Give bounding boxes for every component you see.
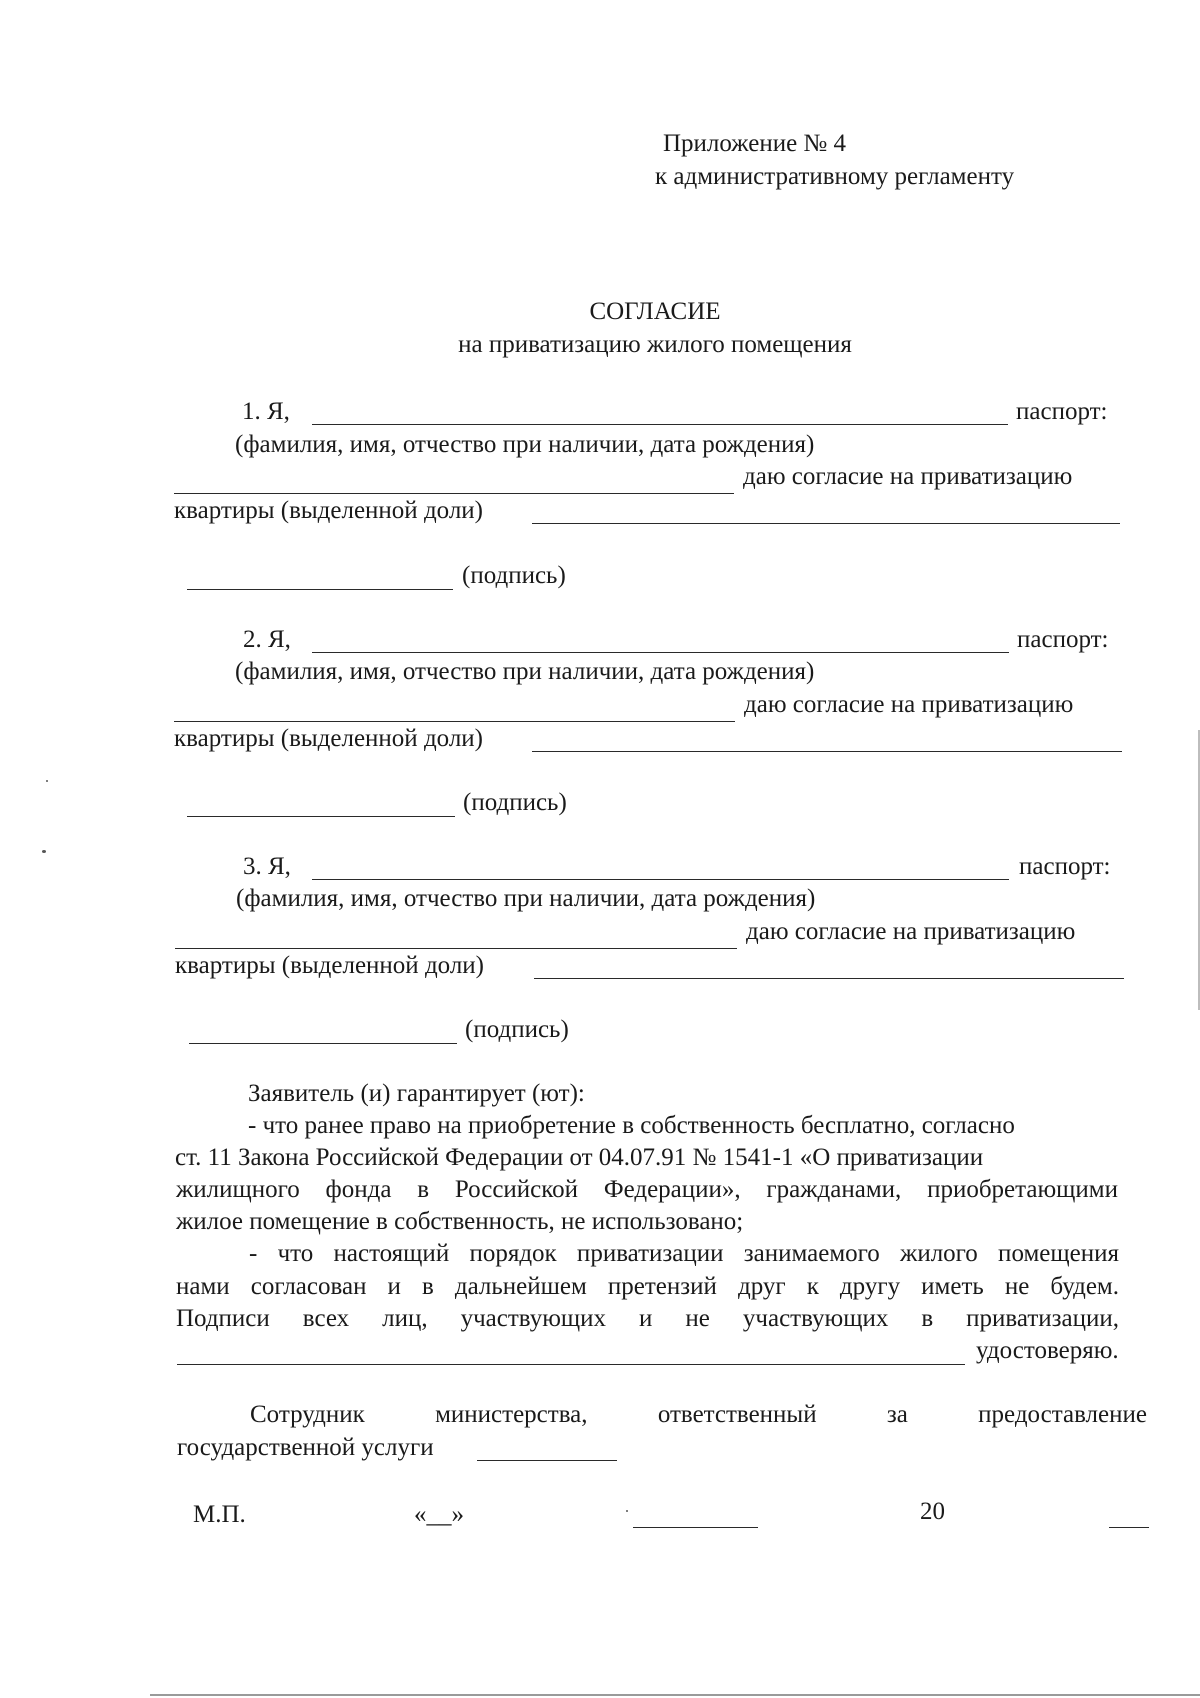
- consent-3-passport-label: паспорт:: [1019, 853, 1111, 880]
- consent-1-passport-field[interactable]: [174, 493, 734, 494]
- guarantee-p2-line1: - что настоящий порядок приватизации занимаемого жилого помещения: [249, 1240, 1119, 1267]
- scan-speck-1: [46, 780, 48, 782]
- guarantee-p1-line2: ст. 11 Закона Российской Федерации от 04.07.91 № 1541-1 «О приватизации: [175, 1144, 984, 1171]
- date-day-field[interactable]: «__»: [414, 1501, 464, 1528]
- consent-3-signature-label: (подпись): [465, 1016, 569, 1043]
- consent-1-passport-label: паспорт:: [1016, 398, 1108, 425]
- consent-1-share-label: квартиры (выделенной доли): [174, 497, 484, 524]
- scan-speck-2: [42, 850, 46, 853]
- date-year-field[interactable]: [1109, 1527, 1149, 1528]
- appendix-regulation: к административному регламенту: [655, 163, 1015, 190]
- consent-1-name-field[interactable]: [312, 424, 1008, 425]
- consent-2-passport-label: паспорт:: [1017, 626, 1109, 653]
- consent-3-consent-text: даю согласие на приватизацию: [746, 918, 1076, 945]
- certify-signature-field[interactable]: [177, 1364, 965, 1365]
- scan-speck-3: [626, 1510, 628, 1512]
- guarantee-p1-line1: - что ранее право на приобретение в собственность бесплатно, согласно: [248, 1112, 1015, 1139]
- stamp-label: М.П.: [193, 1501, 246, 1528]
- date-month-field[interactable]: [633, 1527, 758, 1528]
- consent-1-signature-label: (подпись): [462, 562, 566, 589]
- employee-signature-field[interactable]: [477, 1460, 617, 1461]
- certify-label: удостоверяю.: [976, 1337, 1119, 1364]
- employee-line2: государственной услуги: [177, 1434, 434, 1461]
- consent-1-consent-text: даю согласие на приватизацию: [743, 463, 1073, 490]
- consent-2-signature-label: (подпись): [463, 789, 567, 816]
- consent-1-number: 1. Я,: [242, 398, 290, 425]
- consent-3-share-label: квартиры (выделенной доли): [175, 952, 485, 979]
- consent-1-signature-field[interactable]: [187, 589, 453, 590]
- consent-3-name-field[interactable]: [312, 879, 1009, 880]
- consent-2-name-hint: (фамилия, имя, отчество при наличии, дата рождения): [235, 658, 815, 685]
- consent-3-passport-field[interactable]: [175, 948, 737, 949]
- guarantee-p2-line2: нами согласован и в дальнейшем претензий друг к другу иметь не будем.: [176, 1273, 1119, 1300]
- consent-2-share-label: квартиры (выделенной доли): [174, 725, 484, 752]
- consent-3-name-hint: (фамилия, имя, отчество при наличии, дата рождения): [236, 885, 816, 912]
- guarantee-p1-line4: жилое помещение в собственность, не использовано;: [176, 1208, 744, 1235]
- consent-2-signature-field[interactable]: [187, 816, 455, 817]
- consent-1-name-hint: (фамилия, имя, отчество при наличии, дата рождения): [235, 431, 815, 458]
- consent-3-signature-field[interactable]: [189, 1043, 457, 1044]
- consent-2-number: 2. Я,: [243, 626, 291, 653]
- document-subtitle: на приватизацию жилого помещения: [458, 331, 852, 358]
- consent-2-consent-text: даю согласие на приватизацию: [744, 691, 1074, 718]
- document-title: СОГЛАСИЕ: [589, 298, 721, 325]
- guarantee-p1-line3: жилищного фонда в Российской Федерации», гражданами, приобретающими: [176, 1176, 1118, 1203]
- appendix-number: Приложение № 4: [663, 130, 847, 157]
- guarantee-heading: Заявитель (и) гарантирует (ют):: [248, 1080, 585, 1107]
- consent-3-number: 3. Я,: [243, 853, 291, 880]
- consent-1-share-field[interactable]: [532, 523, 1120, 524]
- guarantee-p2-line3: Подписи всех лиц, участвующих и не участвующих в приватизации,: [176, 1305, 1119, 1332]
- scan-bottom-edge: [150, 1694, 1200, 1696]
- consent-2-passport-field[interactable]: [174, 721, 735, 722]
- consent-2-name-field[interactable]: [312, 652, 1009, 653]
- employee-line1: Сотрудник министерства, ответственный за предоставление: [250, 1401, 1147, 1428]
- consent-2-share-field[interactable]: [532, 751, 1122, 752]
- consent-3-share-field[interactable]: [534, 978, 1124, 979]
- date-year-prefix: 20: [920, 1498, 945, 1525]
